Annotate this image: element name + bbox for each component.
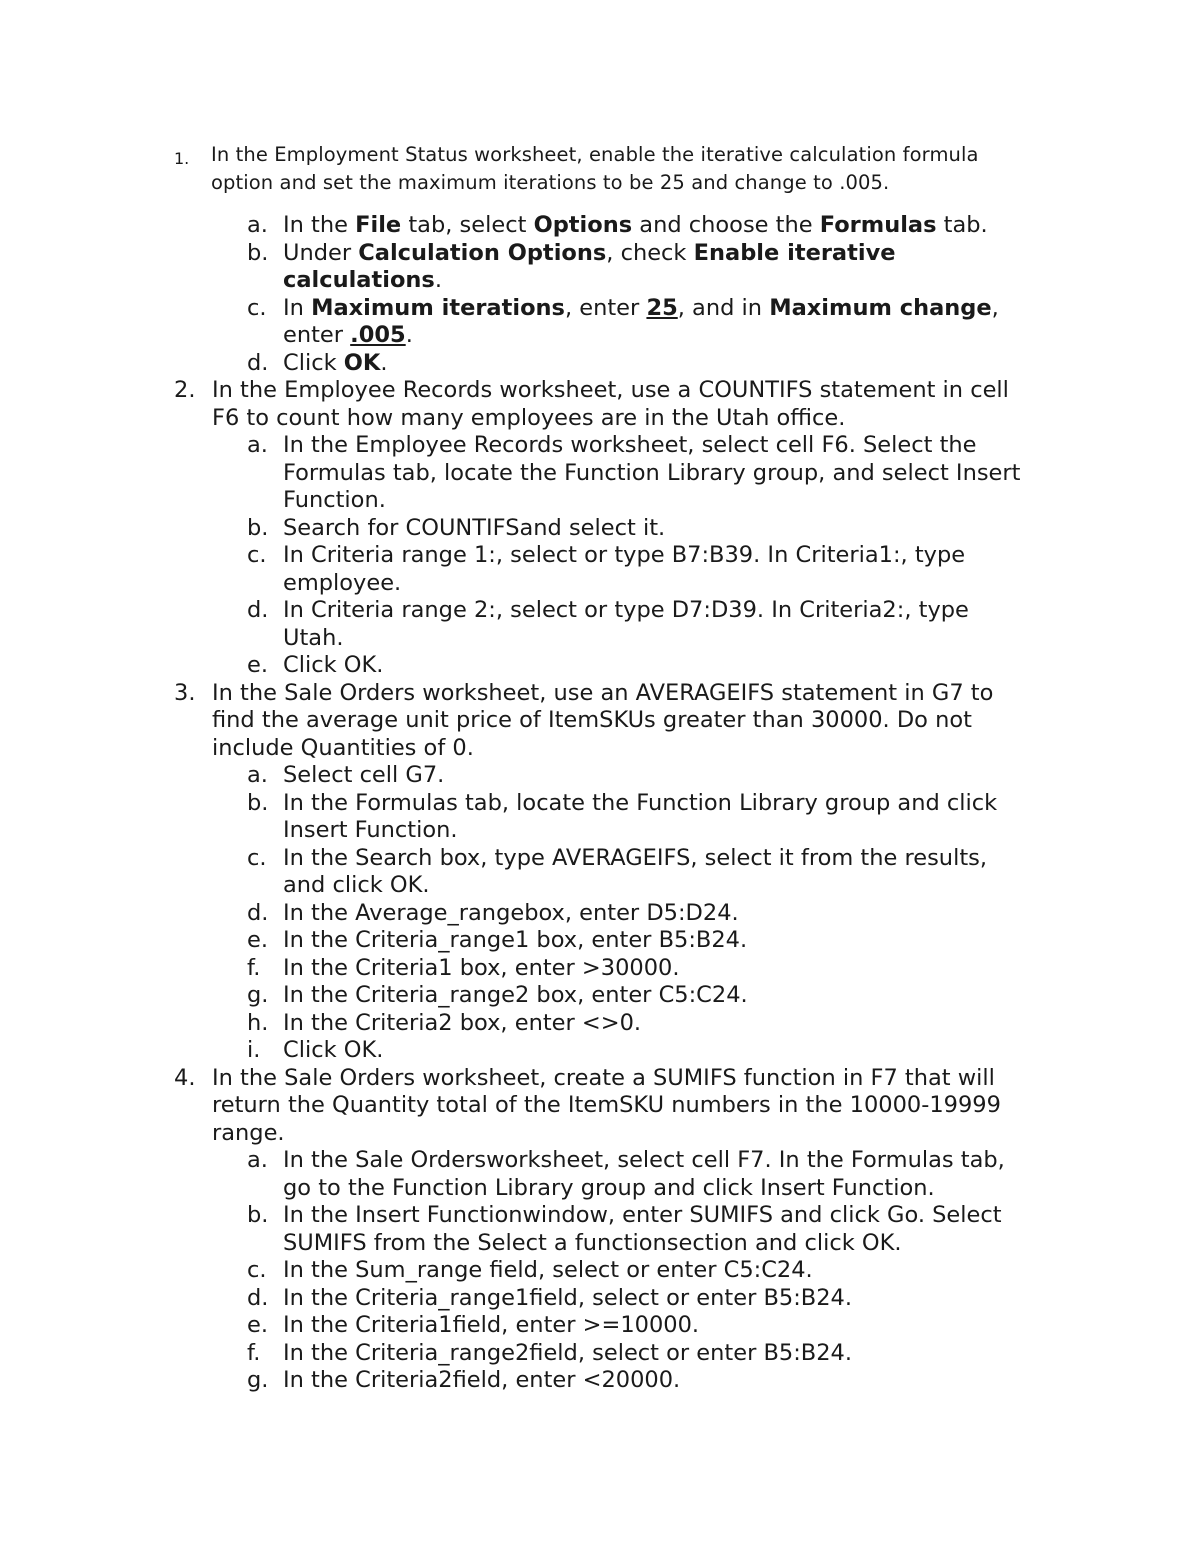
step-text: Select cell G7. (283, 762, 445, 788)
step-letter: e. (247, 652, 268, 678)
step-text: In the Search box, type AVERAGEIFS, select it from the results, (283, 844, 988, 871)
step-text: In Criteria range 2:, select or type D7:D39. In Criteria2:, type (283, 597, 969, 623)
list-number: 1. (174, 149, 190, 168)
step-letter: a. (247, 212, 268, 238)
step-text: In the Criteria_range2 box, enter C5:C24. (283, 982, 748, 1008)
step-text: SUMIFS from the Select a functionsection and click OK. (283, 1229, 902, 1256)
step-letter: a. (247, 1147, 268, 1173)
step-text: enter .005. (283, 322, 413, 348)
step-text: In Maximum iterations, enter 25, and in Maximum change, (283, 294, 999, 321)
step-letter: d. (247, 597, 269, 623)
step-text: In the Criteria_range1field, select or enter B5:B24. (283, 1284, 853, 1311)
step-letter: b. (247, 239, 269, 266)
step-text: In the Criteria2 box, enter <>0. (283, 1009, 642, 1036)
step-letter: g. (247, 982, 269, 1008)
list-item-text: find the average unit price of ItemSKUs greater than 30000. Do not (212, 707, 972, 733)
step-letter: c. (247, 1257, 267, 1283)
step-text: Function. (283, 487, 386, 513)
list-item-text (211, 141, 1071, 196)
list-number: 4. (174, 1064, 196, 1091)
step-text: Utah. (283, 624, 344, 651)
step-text: Click OK. (283, 1037, 384, 1063)
step-text: In Criteria range 1:, select or type B7:B39. In Criteria1:, type (283, 542, 966, 568)
step-letter: i. (247, 1037, 261, 1063)
step-text: Click OK. (283, 349, 388, 376)
step-letter: f. (247, 1339, 261, 1366)
list-item-text: return the Quantity total of the ItemSKU numbers in the 10000-19999 (212, 1092, 1001, 1118)
step-letter: a. (247, 762, 268, 788)
step-letter: b. (247, 514, 269, 541)
step-letter: c. (247, 844, 267, 871)
step-text: Search for COUNTIFSand select it. (283, 514, 666, 541)
step-text: In the Insert Functionwindow, enter SUMIFS and click Go. Select (283, 1202, 1002, 1228)
step-letter: e. (247, 1312, 268, 1338)
step-text: In the File tab, select Options and choose the Formulas tab. (283, 212, 988, 238)
step-letter: d. (247, 1284, 269, 1311)
step-text: Under Calculation Options, check Enable iterative (283, 239, 896, 266)
list-item-text: include Quantities of 0. (212, 734, 474, 761)
list-item-text: In the Sale Orders worksheet, use an AVERAGEIFS statement in G7 to (212, 679, 994, 706)
step-letter: c. (247, 294, 267, 321)
step-letter: b. (247, 1202, 269, 1228)
step-letter: b. (247, 789, 269, 816)
step-text: In the Criteria_range1 box, enter B5:B24. (283, 927, 748, 953)
step-letter: h. (247, 1009, 269, 1036)
step-letter: e. (247, 927, 268, 953)
step-text: In the Sale Ordersworksheet, select cell F7. In the Formulas tab, (283, 1147, 1005, 1173)
step-text: Formulas tab, locate the Function Library group, and select Insert (283, 459, 1021, 486)
text-line: In the Employment Status worksheet, enable the iterative calculation formula (211, 143, 979, 166)
step-text: and click OK. (283, 872, 430, 898)
list-item-text: In the Employee Records worksheet, use a COUNTIFS statement in cell (212, 377, 1009, 403)
step-text: go to the Function Library group and click Insert Function. (283, 1174, 935, 1201)
step-text: In the Employee Records worksheet, select cell F6. Select the (283, 432, 977, 458)
step-text: In the Sum_range field, select or enter C5:C24. (283, 1257, 813, 1283)
text-line: option and set the maximum iterations to be 25 and change to .005. (211, 170, 890, 194)
step-letter: c. (247, 542, 267, 568)
step-text: In the Criteria2field, enter <20000. (283, 1367, 681, 1393)
step-text: Insert Function. (283, 817, 458, 843)
step-text: calculations. (283, 267, 442, 293)
step-letter: d. (247, 899, 269, 926)
step-text: employee. (283, 569, 402, 596)
list-item-text: In the Sale Orders worksheet, create a SUMIFS function in F7 that will (212, 1064, 995, 1091)
step-text: In the Formulas tab, locate the Function Library group and click (283, 789, 998, 816)
step-text: In the Average_rangebox, enter D5:D24. (283, 899, 739, 926)
step-text: In the Criteria1field, enter >=10000. (283, 1312, 700, 1338)
list-number: 2. (174, 377, 196, 403)
step-letter: g. (247, 1367, 269, 1393)
step-letter: f. (247, 954, 261, 981)
step-letter: a. (247, 432, 268, 458)
step-letter: d. (247, 349, 269, 376)
step-text: Click OK. (283, 652, 384, 678)
step-text: In the Criteria_range2field, select or enter B5:B24. (283, 1339, 853, 1366)
step-text: In the Criteria1 box, enter >30000. (283, 954, 680, 981)
list-item-text: range. (212, 1119, 285, 1146)
list-number: 3. (174, 679, 196, 706)
list-item-text: F6 to count how many employees are in the Utah office. (212, 404, 846, 431)
